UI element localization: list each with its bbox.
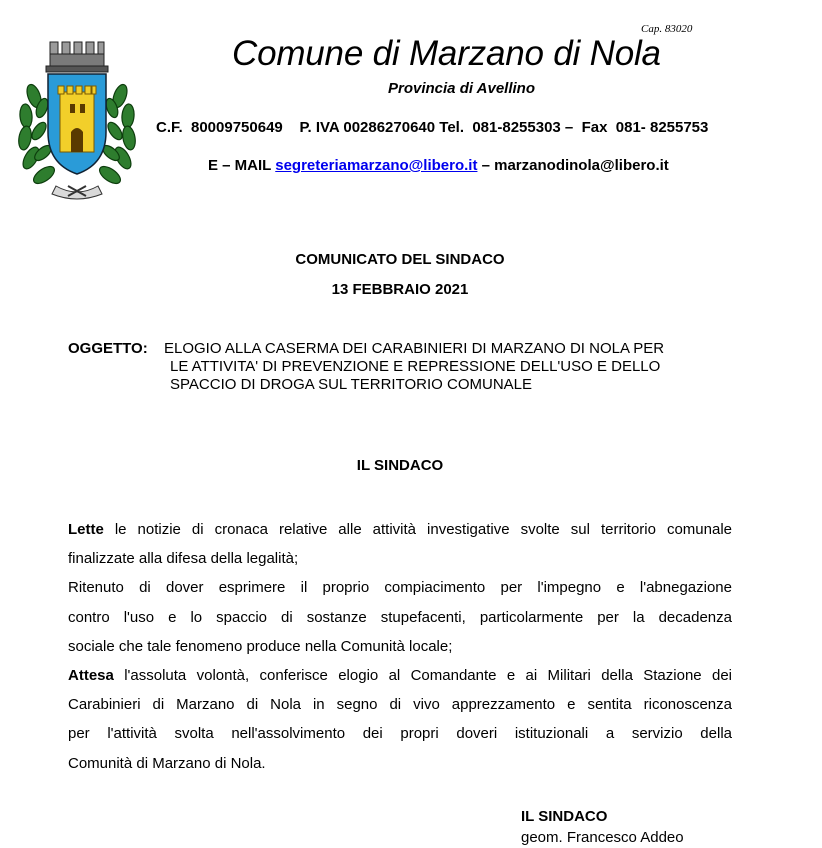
email-link[interactable]: segreteriamarzano@libero.it — [275, 157, 478, 174]
email-line — [208, 157, 669, 174]
section-heading: IL SINDACO — [356, 457, 444, 474]
subject-label: OGGETTO: — [68, 340, 148, 357]
body-bold-word: Lette — [68, 521, 104, 538]
municipal-crest-icon — [16, 36, 138, 204]
body-line — [68, 661, 732, 690]
body-line-text: le notizie di cronaca relative alle attività investigative svolte sul territorio comunale — [103, 521, 732, 538]
subject-line: LE ATTIVITA' DI PREVENZIONE E REPRESSIONE DELL'USO E DELLO — [170, 358, 661, 375]
body-text — [68, 515, 732, 778]
postal-code: Cap. 83020 — [641, 23, 693, 35]
body-line-text: l'assoluta volontà, conferisce elogio al Comandante e ai Militari della Stazione dei — [113, 666, 732, 684]
body-line — [68, 515, 732, 544]
subject-text — [164, 340, 744, 394]
body-line: Ritenuto di dover esprimere il proprio compiacimento per l'impegno e l'abnegazione — [68, 579, 732, 597]
subject-line: ELOGIO ALLA CASERMA DEI CARABINIERI DI MARZANO DI NOLA PER — [164, 340, 665, 357]
municipality-title: Comune di Marzano di Nola — [232, 34, 661, 73]
subject-line: SPACCIO DI DROGA SUL TERRITORIO COMUNALE — [170, 376, 533, 393]
body-line: Comunità di Marzano di Nola. — [68, 754, 266, 772]
body-line: finalizzate alla difesa della legalità; — [68, 550, 299, 568]
signature-name: geom. Francesco Addeo — [521, 829, 684, 846]
body-line: Carabinieri di Marzano di Nola in segno di vivo apprezzamento e sentita riconoscenza — [68, 696, 732, 714]
body-bold-word: Attesa — [68, 666, 114, 684]
fiscal-contact-line: C.F. 80009750649 P. IVA 00286270640 Tel. 081-8255303 – Fax 081- 8255753 — [156, 119, 709, 136]
signature-role: IL SINDACO — [521, 808, 608, 825]
email-secondary: – marzanodinola@libero.it — [477, 157, 669, 174]
province-subtitle: Provincia di Avellino — [388, 80, 535, 97]
body-line: contro l'uso e lo spaccio di sostanze stupefacenti, particolarmente per la decadenza — [68, 608, 732, 626]
body-line: per l'attività svolta nell'assolvimento dei propri doveri istituzionali a servizio della — [68, 725, 732, 743]
email-prefix: E – MAIL — [208, 157, 276, 174]
communique-date: 13 FEBBRAIO 2021 — [331, 281, 469, 298]
body-line: sociale che tale fenomeno produce nella Comunità locale; — [68, 637, 453, 655]
communique-title: COMUNICATO DEL SINDACO — [295, 251, 505, 268]
